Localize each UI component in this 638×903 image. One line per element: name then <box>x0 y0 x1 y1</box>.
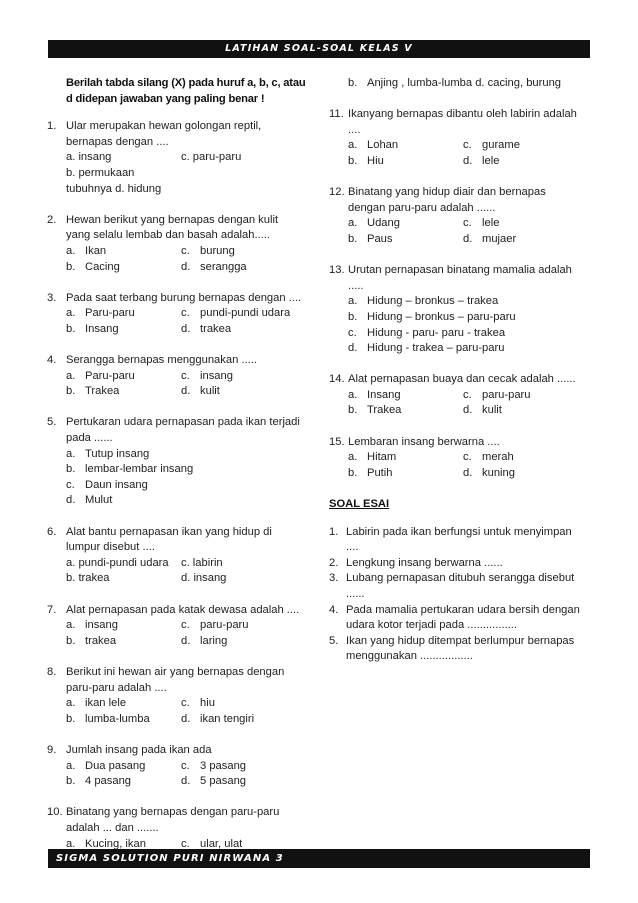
option-text: Hiu <box>367 154 384 167</box>
option-text: insang <box>200 369 233 382</box>
question-text: Serangga bernapas menggunakan ..... <box>66 354 257 367</box>
left-column <box>47 76 315 868</box>
question-body <box>66 665 315 727</box>
option-row <box>66 696 315 712</box>
option-text: kuning <box>482 466 515 479</box>
essay-item <box>329 556 591 572</box>
instruction-line: d didepan jawaban yang paling benar ! <box>66 92 265 105</box>
option <box>181 369 315 385</box>
option <box>348 403 463 419</box>
option <box>348 388 463 404</box>
option <box>66 759 181 775</box>
option-text: lele <box>482 217 500 230</box>
question-text: Alat bantu pernapasan ikan yang hidup di <box>66 525 272 538</box>
option <box>181 260 315 276</box>
option-text: Putih <box>367 466 393 479</box>
option-text: Kucing, ikan <box>85 837 146 850</box>
option <box>348 138 463 154</box>
question <box>329 435 591 482</box>
question-text: Hewan berikut yang bernapas dengan kulit <box>66 213 279 226</box>
question-number: 12. <box>329 186 345 199</box>
option <box>348 466 463 482</box>
essay-item <box>329 571 591 602</box>
option-text: trakea <box>85 634 117 647</box>
option-row <box>66 384 315 400</box>
option-text: Dua pasang <box>85 759 146 772</box>
option-letter: a. <box>66 447 76 460</box>
option <box>66 696 181 712</box>
option-text: kulit <box>482 404 502 417</box>
option-row <box>66 306 315 322</box>
option-row <box>348 138 591 154</box>
option-text: mujaer <box>482 232 517 245</box>
question-text: Ikanyang bernapas dibantu oleh labirin adalah <box>348 108 577 121</box>
question-body <box>66 525 315 587</box>
option-row <box>348 403 591 419</box>
option-text: Lohan <box>367 139 399 152</box>
question-number: 10. <box>47 806 63 819</box>
essay-text: .... <box>346 541 359 554</box>
question-number: 11. <box>329 108 344 121</box>
option-row <box>348 466 591 482</box>
option <box>348 216 463 232</box>
option-letter: b. <box>66 634 76 647</box>
option-text: ikan lele <box>85 697 127 710</box>
question-text: Binatang yang hidup diair dan bernapas <box>348 186 546 199</box>
option-text: 4 pasang <box>85 775 132 788</box>
question-number: 8. <box>47 665 57 678</box>
option <box>66 478 315 494</box>
option <box>181 759 315 775</box>
option-letter: c. <box>181 307 190 320</box>
option <box>348 326 591 342</box>
option <box>66 322 181 338</box>
question-text: Pertukaran udara pernapasan pada ikan terjadi <box>66 416 300 429</box>
question <box>329 107 591 169</box>
option-text: Trakea <box>85 385 120 398</box>
question-text: Lembaran insang berwarna .... <box>348 435 500 448</box>
option-text: gurame <box>482 139 520 152</box>
question-text: Ular merupakan hewan golongan reptil, <box>66 120 262 133</box>
question-text: Pada saat terbang burung bernapas dengan .... <box>66 291 302 304</box>
option-letter: b. <box>66 775 76 788</box>
question-body <box>66 353 315 400</box>
option-text: ikan tengiri <box>200 712 255 725</box>
instruction <box>47 76 315 107</box>
option-row <box>66 712 315 728</box>
option-text: Trakea <box>367 404 402 417</box>
question <box>47 805 315 852</box>
option <box>181 306 315 322</box>
essay-body <box>346 525 591 556</box>
option-text: lumba-lumba <box>85 712 150 725</box>
essay-number: 2. <box>329 556 339 569</box>
essay-text: Labirin pada ikan berfungsi untuk menyimpan <box>346 525 572 538</box>
option <box>181 712 315 728</box>
essay-text: Lengkung insang berwarna ...... <box>346 556 503 569</box>
option-text: Hidung - paru- paru - trakea <box>367 326 506 339</box>
option-text: paru-paru <box>200 619 249 632</box>
option-row <box>66 150 315 166</box>
option <box>66 384 181 400</box>
option <box>66 462 315 478</box>
option-row <box>66 634 315 650</box>
question-number: 14. <box>329 373 345 386</box>
option-letter: a. <box>66 619 76 632</box>
option-letter: c. <box>181 697 190 710</box>
option-letter: c. <box>181 369 190 382</box>
question-body <box>66 119 315 197</box>
option-text: Hidung - trakea – paru-paru <box>367 342 505 355</box>
option-letter: c. <box>181 837 190 850</box>
option-row <box>66 244 315 260</box>
option-letter: a. <box>348 217 358 230</box>
question-text: dengan paru-paru adalah ...... <box>348 201 496 214</box>
option <box>463 154 591 170</box>
option-letter: d. <box>463 154 473 167</box>
option-text: Hidung – bronkus – paru-paru <box>367 310 516 323</box>
option-text: burung <box>200 244 235 257</box>
question-body <box>348 185 591 247</box>
option-letter: a. <box>66 697 76 710</box>
option-letter: b. <box>348 466 358 479</box>
option <box>66 774 181 790</box>
essay-body <box>346 634 591 665</box>
essay-item <box>329 603 591 634</box>
option-text: Hitam <box>367 451 397 464</box>
option <box>181 244 315 260</box>
question-body <box>66 415 315 509</box>
question-text: Urutan pernapasan binatang mamalia adalah <box>348 264 572 277</box>
option-text <box>181 166 315 197</box>
question-body <box>348 263 591 357</box>
option <box>66 712 181 728</box>
right-column <box>329 76 591 665</box>
option-text: 3 pasang <box>200 759 247 772</box>
question-text: .... <box>348 123 361 136</box>
option-letter: c. <box>463 139 472 152</box>
option-text: Daun insang <box>85 478 148 491</box>
essay-body <box>346 603 591 634</box>
option-row <box>66 322 315 338</box>
option-letter: b. <box>348 310 358 323</box>
question-number: 15. <box>329 435 345 448</box>
option-text: merah <box>482 451 514 464</box>
question <box>47 665 315 727</box>
option-letter: d. <box>181 385 191 398</box>
essay-number: 1. <box>329 525 339 538</box>
option <box>181 634 315 650</box>
option <box>181 696 315 712</box>
option-row <box>66 571 315 587</box>
essay-body <box>346 571 591 602</box>
option <box>463 450 591 466</box>
question-body <box>66 213 315 275</box>
question-number: 6. <box>47 525 57 538</box>
option-text: ular, ulat <box>200 837 243 850</box>
option <box>66 369 181 385</box>
question <box>47 603 315 650</box>
question-text: lumpur disebut .... <box>66 541 155 554</box>
option-letter: c. <box>181 759 190 772</box>
option-text: c. labirin <box>181 556 223 569</box>
essay-body <box>346 556 591 572</box>
option-letter: a. <box>66 837 76 850</box>
option-letter: a. <box>348 295 358 308</box>
option-row <box>348 232 591 248</box>
option-text: Tutup insang <box>85 447 150 460</box>
option-letter: b. <box>348 232 358 245</box>
essay-text: Ikan yang hidup ditempat berlumpur bernapas <box>346 634 575 647</box>
option-text: insang <box>85 619 118 632</box>
option-letter: c. <box>463 217 472 230</box>
essay-item <box>329 634 591 665</box>
option-row <box>348 216 591 232</box>
option-letter: b. <box>66 385 76 398</box>
question-text: Alat pernapasan buaya dan cecak adalah ...... <box>348 373 576 386</box>
option-letter: a. <box>348 139 358 152</box>
option-text: Insang <box>85 322 119 335</box>
option-letter: a. <box>348 451 358 464</box>
option-text: a. pundi-pundi udara <box>66 556 169 569</box>
option <box>181 384 315 400</box>
essay-text: Pada mamalia pertukaran udara bersih dengan <box>346 603 580 616</box>
option <box>463 388 591 404</box>
question-number: 13. <box>329 264 345 277</box>
option-letter: b. <box>348 154 358 167</box>
option <box>66 244 181 260</box>
option-text: kulit <box>200 385 220 398</box>
option <box>463 138 591 154</box>
option <box>66 493 315 509</box>
option-letter: c. <box>181 244 190 257</box>
option <box>348 310 591 326</box>
question <box>47 291 315 338</box>
question-text: bernapas dengan .... <box>66 135 169 148</box>
option-letter: b. <box>348 77 358 89</box>
question-body <box>66 805 315 852</box>
option-row <box>66 260 315 276</box>
essay-item <box>329 525 591 556</box>
footer-bar: SIGMA SOLUTION PURI NIRWANA 3 <box>48 849 590 868</box>
option-text: laring <box>200 634 228 647</box>
option-row <box>348 388 591 404</box>
question-text: adalah ... dan ....... <box>66 821 159 834</box>
option <box>348 232 463 248</box>
option-row <box>66 759 315 775</box>
question-body <box>66 291 315 338</box>
option-letter: d. <box>463 466 473 479</box>
essay-text: menggunakan ................. <box>346 650 473 663</box>
question <box>47 525 315 587</box>
question-text: Alat pernapasan pada katak dewasa adalah .... <box>66 603 300 616</box>
question <box>329 263 591 357</box>
question-body <box>66 603 315 650</box>
option-text: c. paru-paru <box>181 151 242 164</box>
question-number: 5. <box>47 416 57 429</box>
option-text: paru-paru <box>482 388 531 401</box>
option <box>348 450 463 466</box>
question <box>47 415 315 509</box>
essay-number: 5. <box>329 634 339 647</box>
option-letter: c. <box>66 478 75 491</box>
question-text: Binatang yang bernapas dengan paru-paru <box>66 806 280 819</box>
option-text: Udang <box>367 217 400 230</box>
option <box>463 232 591 248</box>
question-number: 9. <box>47 743 57 756</box>
option-letter: b. <box>66 463 76 476</box>
option-row <box>348 154 591 170</box>
option-row <box>348 450 591 466</box>
option-text: lele <box>482 154 500 167</box>
option-text: Insang <box>367 388 401 401</box>
question-text: Jumlah insang pada ikan ada <box>66 743 212 756</box>
essay-text: ...... <box>346 588 365 600</box>
option <box>181 322 315 338</box>
option-letter: c. <box>463 451 472 464</box>
option <box>463 466 591 482</box>
option-text: Cacing <box>85 260 120 273</box>
option-letter: d. <box>348 342 358 355</box>
option-row <box>66 166 315 197</box>
option <box>463 216 591 232</box>
question-body <box>348 372 591 419</box>
essay-number: 3. <box>329 572 339 585</box>
question-body <box>348 435 591 482</box>
option-text: serangga <box>200 260 247 273</box>
option-letter: c. <box>181 619 190 632</box>
option-letter: d. <box>463 404 473 417</box>
option-letter: b. <box>66 322 76 335</box>
option-letter: c. <box>348 326 357 339</box>
option-text: a. insang <box>66 151 112 164</box>
option-letter: d. <box>463 232 473 245</box>
option-letter: a. <box>66 244 76 257</box>
question-text: Berikut ini hewan air yang bernapas dengan <box>66 665 285 678</box>
option-text: lembar-lembar insang <box>85 463 194 476</box>
option-text: Paus <box>367 232 393 245</box>
option-text: b. trakea <box>66 572 110 585</box>
option <box>66 447 315 463</box>
option-letter: a. <box>66 369 76 382</box>
option <box>463 403 591 419</box>
option-text: trakea <box>200 322 232 335</box>
question <box>329 372 591 419</box>
option-text: Ikan <box>85 244 107 257</box>
question-number: 7. <box>47 603 57 616</box>
option-row <box>66 618 315 634</box>
option-text: Anjing , lumba-lumba d. cacing, burung <box>367 77 562 89</box>
option <box>348 154 463 170</box>
option <box>66 306 181 322</box>
option-text: Mulut <box>85 494 113 507</box>
option-letter: b. <box>348 404 358 417</box>
question <box>47 119 315 197</box>
essay-text: Lubang pernapasan ditubuh serangga disebut <box>346 572 575 585</box>
question-number: 2. <box>47 213 57 226</box>
option-letter: d. <box>181 712 191 725</box>
option-row <box>66 774 315 790</box>
question <box>47 353 315 400</box>
option <box>181 618 315 634</box>
question <box>47 213 315 275</box>
option-text: hiu <box>200 697 215 710</box>
option-continuation <box>329 76 591 92</box>
question <box>47 743 315 790</box>
question-number: 4. <box>47 354 57 367</box>
question-body <box>66 743 315 790</box>
option-letter: d. <box>181 634 191 647</box>
option-letter: b. <box>66 712 76 725</box>
essay-text: udara kotor terjadi pada ................ <box>346 619 518 632</box>
option <box>66 618 181 634</box>
option-text: Paru-paru <box>85 369 135 382</box>
option-letter: c. <box>463 388 472 401</box>
instruction-line: Berilah tabda silang (X) pada huruf a, b, c, atau <box>66 77 306 89</box>
option-letter: a. <box>348 388 358 401</box>
option-text: Paru-paru <box>85 307 135 320</box>
option-letter: d. <box>181 775 191 788</box>
option-letter: a. <box>66 307 76 320</box>
question-text: yang selalu lembab dan basah adalah..... <box>66 229 271 242</box>
option-letter: d. <box>181 322 191 335</box>
option-text: 5 pasang <box>200 775 247 788</box>
question <box>329 185 591 247</box>
question-text: pada ...... <box>66 432 113 445</box>
option <box>181 774 315 790</box>
option-row <box>66 369 315 385</box>
question-number: 3. <box>47 291 57 304</box>
essay-title: SOAL ESAI <box>329 498 390 511</box>
option-text: b. permukaan tubuhnya d. hidung <box>66 166 162 195</box>
option-text: pundi-pundi udara <box>200 307 291 320</box>
question-text: ..... <box>348 279 364 292</box>
option <box>66 634 181 650</box>
question-number: 1. <box>47 120 57 133</box>
option-letter: d. <box>181 260 191 273</box>
header-bar: LATIHAN SOAL-SOAL KELAS V <box>48 40 590 58</box>
question-text: paru-paru adalah .... <box>66 681 167 694</box>
option-row <box>66 556 315 572</box>
option <box>348 294 591 310</box>
option-letter: b. <box>66 260 76 273</box>
option-letter: a. <box>66 759 76 772</box>
option <box>348 341 591 357</box>
option-text: d. insang <box>181 572 227 585</box>
option-letter: d. <box>66 494 76 507</box>
essay-number: 4. <box>329 603 339 616</box>
option <box>66 260 181 276</box>
option-text: Hidung – bronkus – trakea <box>367 295 499 308</box>
question-body <box>348 107 591 169</box>
